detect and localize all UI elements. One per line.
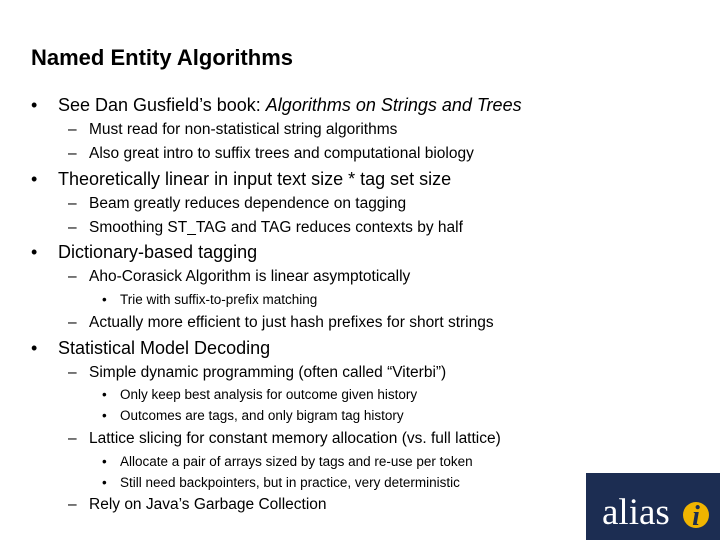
bullet-text: See Dan Gusfield’s book:: [58, 95, 266, 115]
logo-wordmark: alias: [602, 492, 670, 533]
subbullet-text: Simple dynamic programming (often called “Viterbi”): [89, 364, 447, 381]
subbullet-text: Rely on Java’s Garbage Collection: [89, 496, 327, 513]
dash-marker: –: [68, 121, 77, 138]
subbullet-smoothing: [68, 218, 463, 237]
subbullet-dynamic-programming: [68, 363, 446, 382]
bullet-marker: •: [102, 408, 107, 423]
bullet-marker: •: [31, 242, 38, 262]
alias-i-logo: [586, 473, 720, 540]
bullet-text: Theoretically linear in input text size * tag set size: [58, 169, 452, 189]
bullet-gusfield-book: [31, 94, 522, 116]
subsubbullet-text: Allocate a pair of arrays sized by tags and re-use per token: [120, 454, 473, 469]
bullet-marker: •: [31, 169, 38, 189]
logo-accent-letter: i: [692, 501, 700, 532]
subbullet-text: Beam greatly reduces dependence on tagging: [89, 195, 407, 212]
subsubbullet-backpointers: [102, 474, 460, 491]
subsubbullet-outcomes-tags: [102, 407, 404, 424]
dash-marker: –: [68, 145, 77, 162]
bullet-text: Statistical Model Decoding: [58, 338, 271, 358]
subbullet-text: Must read for non-statistical string algorithms: [89, 121, 398, 138]
bullet-statistical-decoding: [31, 337, 270, 359]
dash-marker: –: [68, 430, 77, 447]
slide-title: Named Entity Algorithms: [31, 45, 293, 70]
bullet-text: Dictionary-based tagging: [58, 242, 258, 262]
subbullet-text: Smoothing ST_TAG and TAG reduces contexts by half: [89, 219, 463, 236]
subbullet-text: Also great intro to suffix trees and computational biology: [89, 145, 474, 162]
subsubbullet-text: Only keep best analysis for outcome given history: [120, 387, 418, 402]
book-title: Algorithms on Strings and Trees: [265, 95, 522, 115]
subsubbullet-text: Outcomes are tags, and only bigram tag history: [120, 408, 404, 423]
bullet-marker: •: [102, 387, 107, 402]
subbullet-hash-prefixes: [68, 313, 494, 332]
subbullet-text: Aho-Corasick Algorithm is linear asymptotically: [89, 268, 411, 285]
subbullet-text: Actually more efficient to just hash prefixes for short strings: [89, 314, 494, 331]
subsubbullet-allocate-arrays: [102, 453, 473, 470]
subsubbullet-text: Still need backpointers, but in practice, very deterministic: [120, 475, 460, 490]
subbullet-text: Lattice slicing for constant memory allocation (vs. full lattice): [89, 430, 501, 447]
subsubbullet-text: Trie with suffix-to-prefix matching: [120, 292, 318, 307]
bullet-dictionary-tagging: [31, 241, 257, 263]
bullet-marker: •: [102, 292, 107, 307]
subbullet-lattice-slicing: [68, 429, 501, 448]
subbullet-must-read: [68, 120, 397, 139]
dash-marker: –: [68, 268, 77, 285]
bullet-marker: •: [102, 454, 107, 469]
dash-marker: –: [68, 195, 77, 212]
dash-marker: –: [68, 364, 77, 381]
dash-marker: –: [68, 496, 77, 513]
subbullet-garbage-collection: [68, 495, 327, 514]
bullet-linear-complexity: [31, 168, 451, 190]
subsubbullet-trie: [102, 291, 317, 308]
bullet-marker: •: [102, 475, 107, 490]
subbullet-suffix-trees: [68, 144, 474, 163]
subsubbullet-best-analysis: [102, 386, 417, 403]
dash-marker: –: [68, 314, 77, 331]
dash-marker: –: [68, 219, 77, 236]
bullet-marker: •: [31, 95, 38, 115]
subbullet-beam: [68, 194, 406, 213]
bullet-marker: •: [31, 338, 38, 358]
subbullet-aho-corasick: [68, 267, 410, 286]
